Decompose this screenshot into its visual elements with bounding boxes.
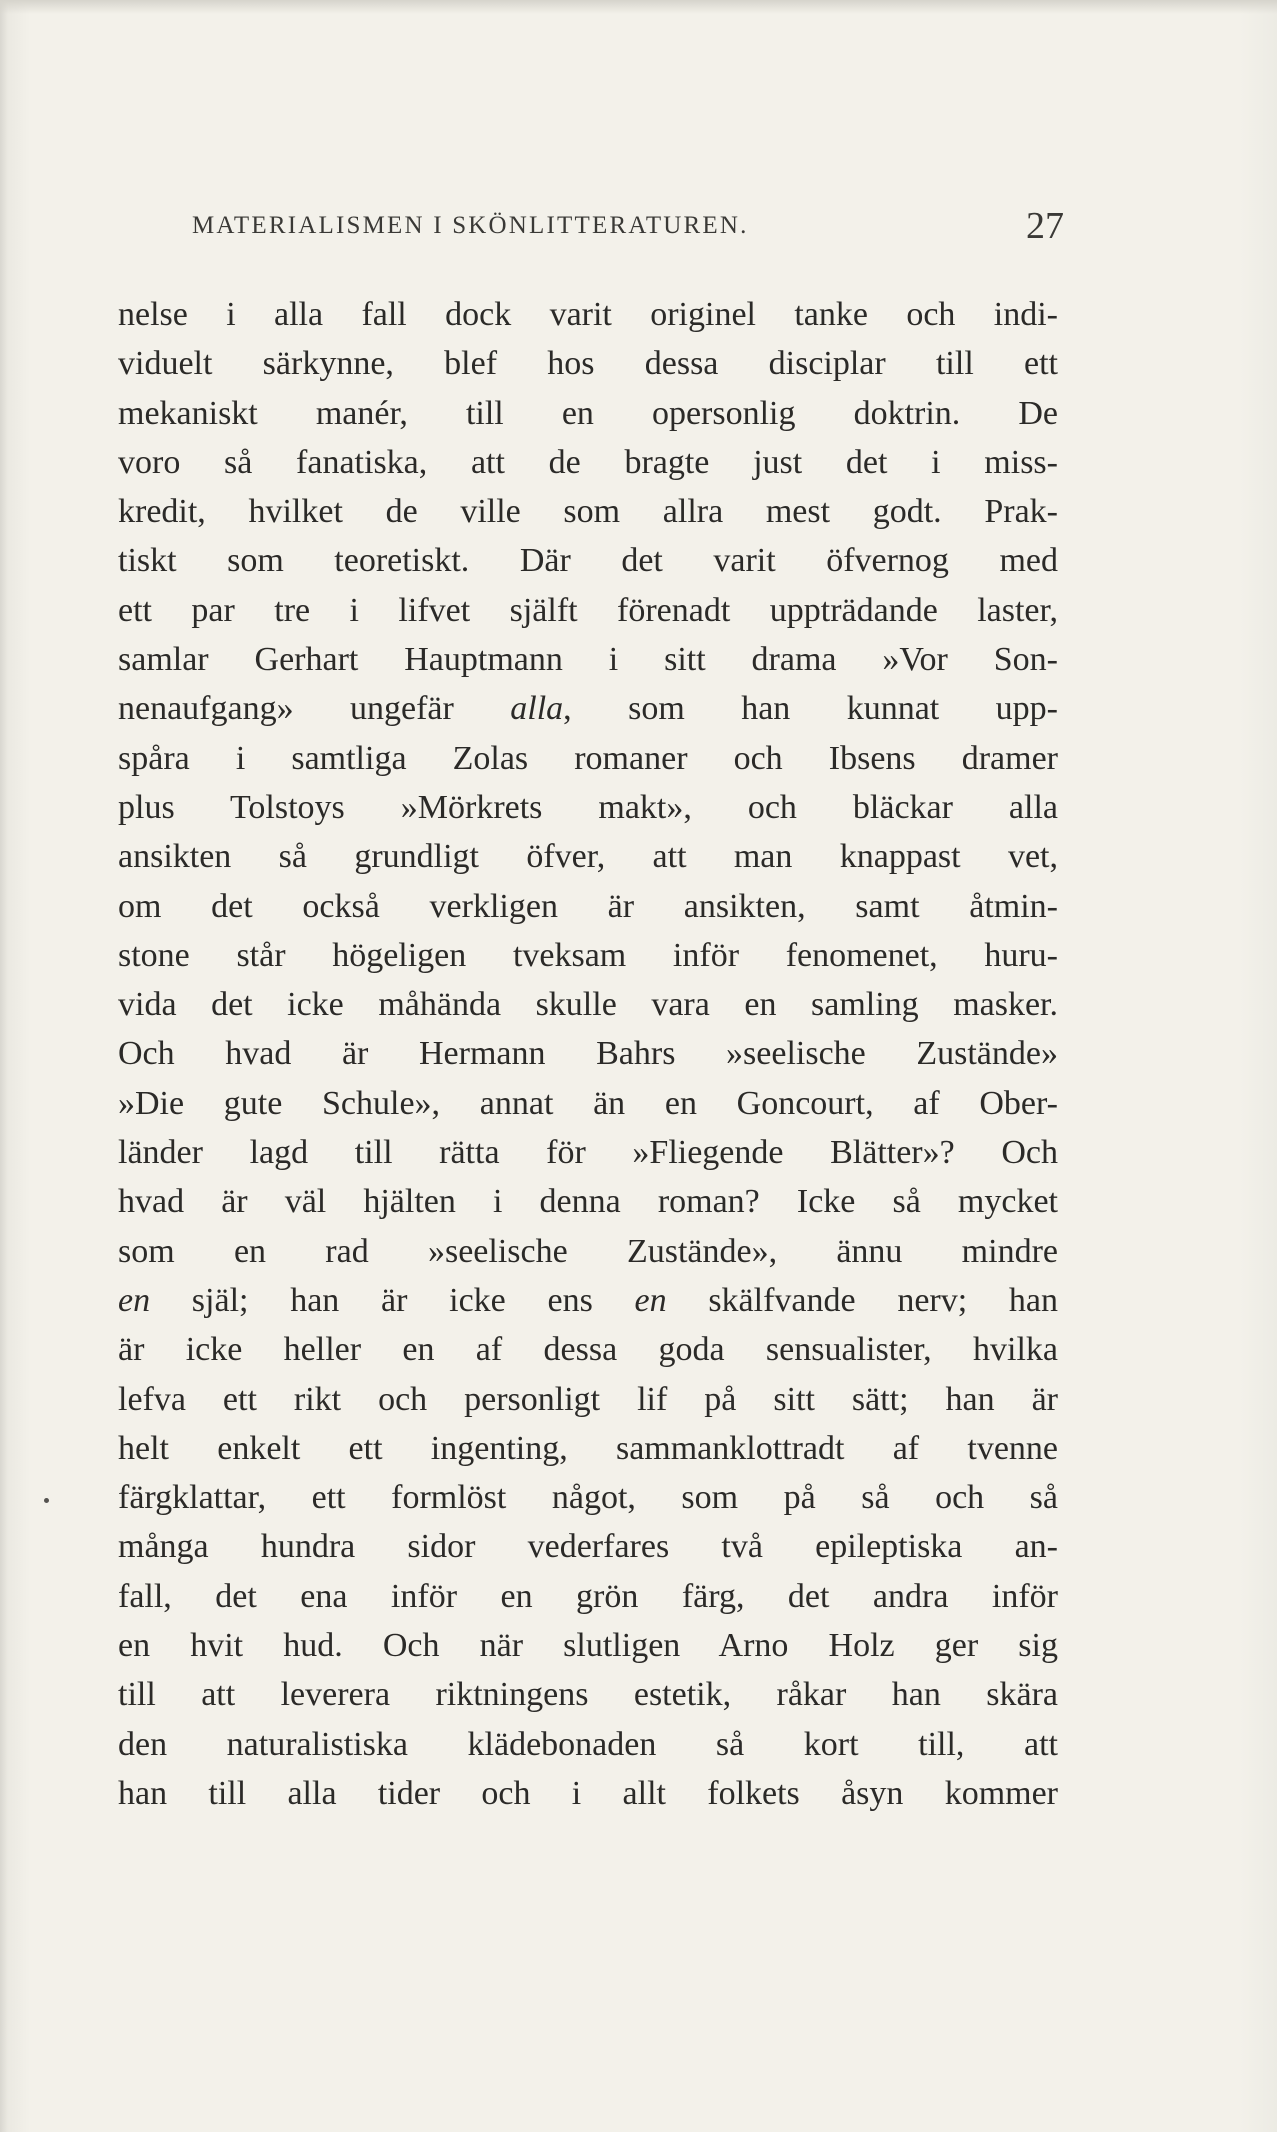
text-line: viduelt särkynne, blef hos dessa disciplar till ett: [118, 345, 1058, 383]
text-line: »Die gute Schule», annat än en Goncourt, af Ober-: [118, 1084, 1058, 1122]
text-line: en hvit hud. Och när slutligen Arno Holz ger sig: [118, 1627, 1058, 1665]
text-line: mekaniskt manér, till en opersonlig doktrin. De: [118, 394, 1058, 432]
text-line: Och hvad är Hermann Bahrs »seelische Zustände»: [118, 1035, 1058, 1073]
text-line: vida det icke måhända skulle vara en samling masker.: [118, 986, 1058, 1024]
text-line: ett par tre i lifvet själft förenadt uppträdande laster,: [118, 591, 1058, 629]
text-line: till att leverera riktningens estetik, råkar han skära: [118, 1676, 1058, 1714]
text-line: nelse i alla fall dock varit originel tanke och indi-: [118, 296, 1058, 333]
text-line: voro så fanatiska, att de bragte just det i miss-: [118, 443, 1058, 481]
body-text: [118, 290, 1058, 1818]
text-line: om det också verkligen är ansikten, samt åtmin-: [118, 887, 1058, 925]
text-line: samlar Gerhart Hauptmann i sitt drama »Vor Son-: [118, 641, 1058, 679]
text-line: fall, det ena inför en grön färg, det andra inför: [118, 1577, 1058, 1615]
text-line: stone står högeligen tveksam inför fenomenet, huru-: [118, 936, 1058, 974]
text-line: kredit, hvilket de ville som allra mest godt. Prak-: [118, 493, 1058, 531]
text-line: länder lagd till rätta för »Fliegende Blätter»? Och: [118, 1134, 1058, 1172]
text-segment: själ; han är icke ens: [150, 1281, 635, 1319]
emphasized-word: en: [634, 1281, 667, 1319]
emphasized-word: alla: [510, 690, 564, 728]
text-segment: , som han kunnat upp-: [563, 690, 1058, 728]
text-segment: skälfvande nerv; han: [666, 1281, 1058, 1319]
margin-mark: [44, 1498, 49, 1503]
text-line: den naturalistiska klädebonaden så kort till, att: [118, 1725, 1058, 1763]
running-title: MATERIALISMEN I SKÖNLITTERATUREN.: [192, 212, 749, 239]
text-line-with-emphasis: [118, 1276, 1058, 1325]
text-line: han till alla tider och i allt folkets åsyn kommer: [118, 1774, 1058, 1812]
page-top-edge: [0, 0, 1277, 14]
emphasized-word: en: [118, 1281, 151, 1319]
page-number: 27: [1026, 205, 1064, 247]
text-line: plus Tolstoys »Mörkrets makt», och bläckar alla: [118, 788, 1058, 826]
text-line: är icke heller en af dessa goda sensualister, hvilka: [118, 1331, 1058, 1369]
text-line: tiskt som teoretiskt. Där det varit öfvernog med: [118, 542, 1058, 580]
text-line: färgklattar, ett formlöst något, som på så och så: [118, 1479, 1058, 1517]
text-line: hvad är väl hjälten i denna roman? Icke så mycket: [118, 1183, 1058, 1221]
text-line: som en rad »seelische Zustände», ännu mindre: [118, 1232, 1058, 1270]
text-line: lefva ett rikt och personligt lif på sitt sätt; han är: [118, 1380, 1058, 1418]
text-line: många hundra sidor vederfares två epileptiska an-: [118, 1528, 1058, 1566]
text-line: helt enkelt ett ingenting, sammanklottradt af tvenne: [118, 1429, 1058, 1467]
text-segment: nenaufgang» ungefär: [118, 690, 511, 728]
text-line-with-emphasis: [118, 684, 1058, 733]
text-line: ansikten så grundligt öfver, att man knappast vet,: [118, 838, 1058, 876]
text-line: spåra i samtliga Zolas romaner och Ibsens dramer: [118, 739, 1058, 777]
